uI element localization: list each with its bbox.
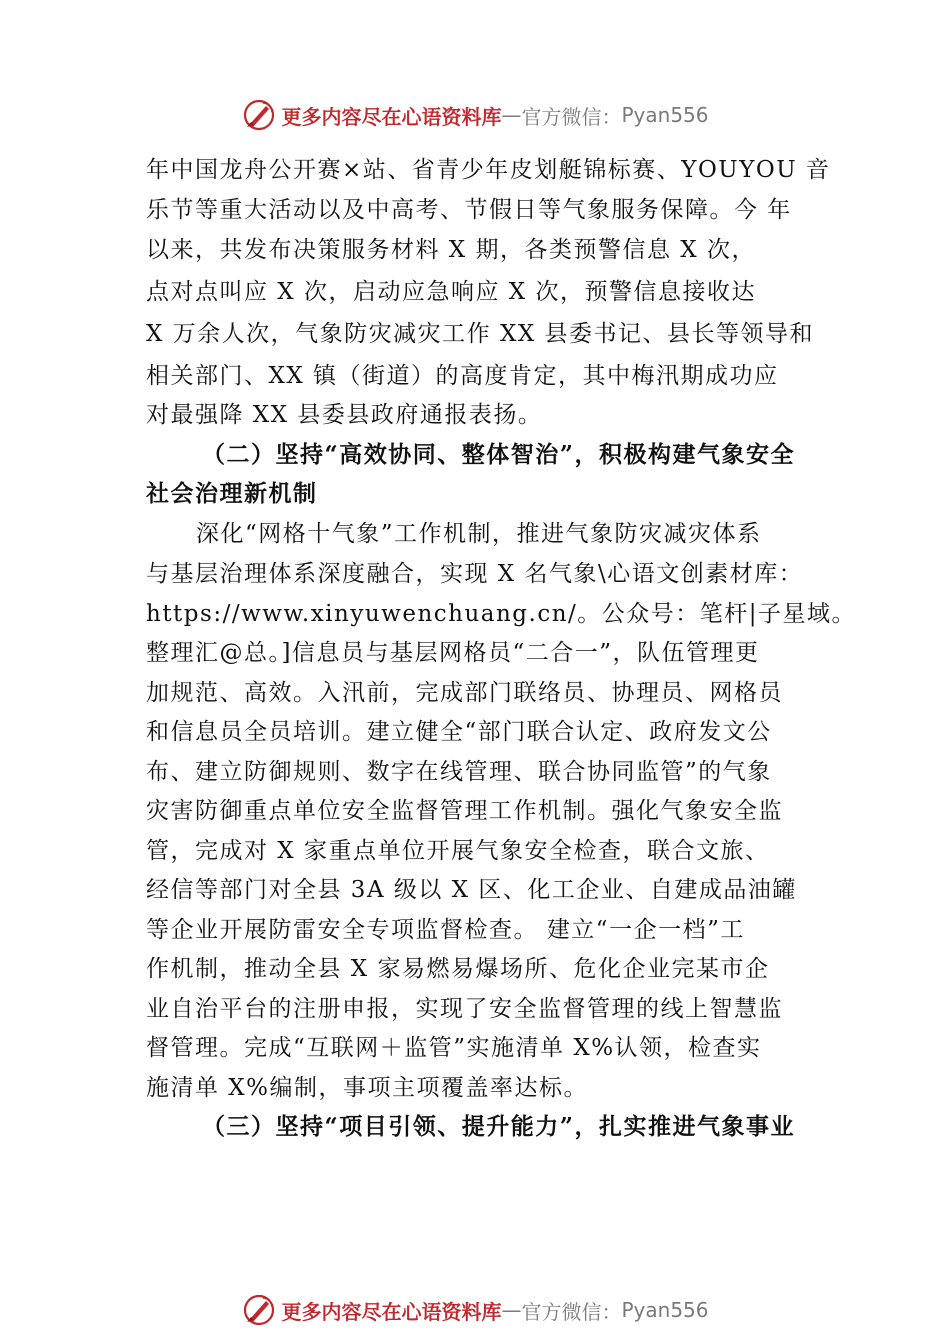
body-line-18: 管，完成对 X 家重点单位开展气象安全检查，联合文旅、: [146, 838, 770, 864]
watermark-wechat-label: 官方微信：: [521, 1299, 622, 1324]
body-line-7: 对最强降 XX 县委县政府通报表扬。: [146, 402, 543, 428]
body-line-22: 业自治平台的注册申报，实现了安全监督管理的线上智慧监: [146, 996, 783, 1022]
watermark-site-text: 更多内容尽在心语资料库: [281, 104, 502, 129]
watermark-wechat-label: 官方微信：: [521, 104, 622, 129]
body-line-20: 等企业开展防雷安全专项监督检查。 建立“一企一档”工: [146, 917, 745, 943]
watermark-dash: —: [501, 103, 522, 127]
body-line-16: 布、建立防御规则、数字在线管理、联合协同监管”的气象: [146, 759, 772, 785]
watermark-site-text: 更多内容尽在心语资料库: [281, 1299, 502, 1324]
section-heading-2-cont: 社会治理新机制: [146, 480, 318, 507]
body-line-24: 施清单 X%编制，事项主项覆盖率达标。: [146, 1075, 589, 1101]
body-line-3: 以来，共发布决策服务材料 X 期，各类预警信息 X 次，: [146, 237, 756, 263]
body-line-15: 和信息员全员培训。建立健全“部门联合认定、政府发文公: [146, 719, 772, 745]
body-line-6: 相关部门、XX 镇（街道）的高度肯定，其中梅汛期成功应: [146, 363, 779, 389]
body-line-19: 经信等部门对全县 3A 级以 X 区、化工企业、自建成品油罐: [146, 877, 797, 903]
watermark-wechat-id: Pyan556: [621, 103, 709, 127]
body-line-2: 乐节等重大活动以及中高考、节假日等气象服务保障。今 年: [146, 197, 792, 223]
pen-logo-icon: [241, 1292, 277, 1328]
body-line-17: 灾害防御重点单位安全监督管理工作机制。强化气象安全监: [146, 798, 783, 824]
pen-logo-icon: [241, 97, 277, 133]
watermark-banner-top: [0, 95, 950, 135]
watermark-dash: —: [501, 1298, 522, 1322]
body-line-12: https://www.xinyuwenchuang.cn/。公众号：笔杆|子星域。: [146, 601, 857, 627]
watermark-wechat-id: Pyan556: [621, 1298, 709, 1322]
watermark-banner-bottom: [0, 1290, 950, 1330]
body-line-23: 督管理。完成“互联网＋监管”实施清单 X%认领，检查实: [146, 1035, 762, 1061]
body-line-5: X 万余人次，气象防灾减灾工作 XX 县委书记、县长等领导和: [146, 321, 815, 347]
section-heading-2: （二）坚持“高效协同、整体智治”，积极构建气象安全: [202, 441, 795, 468]
body-line-11: 与基层治理体系深度融合，实现 X 名气象\心语文创素材库：: [146, 561, 804, 587]
body-line-4: 点对点叫应 X 次，启动应急响应 X 次，预警信息接收达: [146, 279, 756, 305]
body-line-14: 加规范、高效。入汛前，完成部门联络员、协理员、网格员: [146, 680, 783, 706]
section-heading-3: （三）坚持“项目引领、提升能力”，扎实推进气象事业: [202, 1113, 795, 1140]
body-line-10: 深化“网格十气象”工作机制，推进气象防灾减灾体系: [196, 521, 762, 547]
body-line-1: 年中国龙舟公开赛×站、省青少年皮划艇锦标赛、YOUYOU 音: [146, 157, 831, 183]
body-line-13: 整理汇@总。]信息员与基层网格员“二合一”，队伍管理更: [146, 640, 760, 666]
body-line-21: 作机制，推动全县 X 家易燃易爆场所、危化企业完某市企: [146, 956, 770, 982]
